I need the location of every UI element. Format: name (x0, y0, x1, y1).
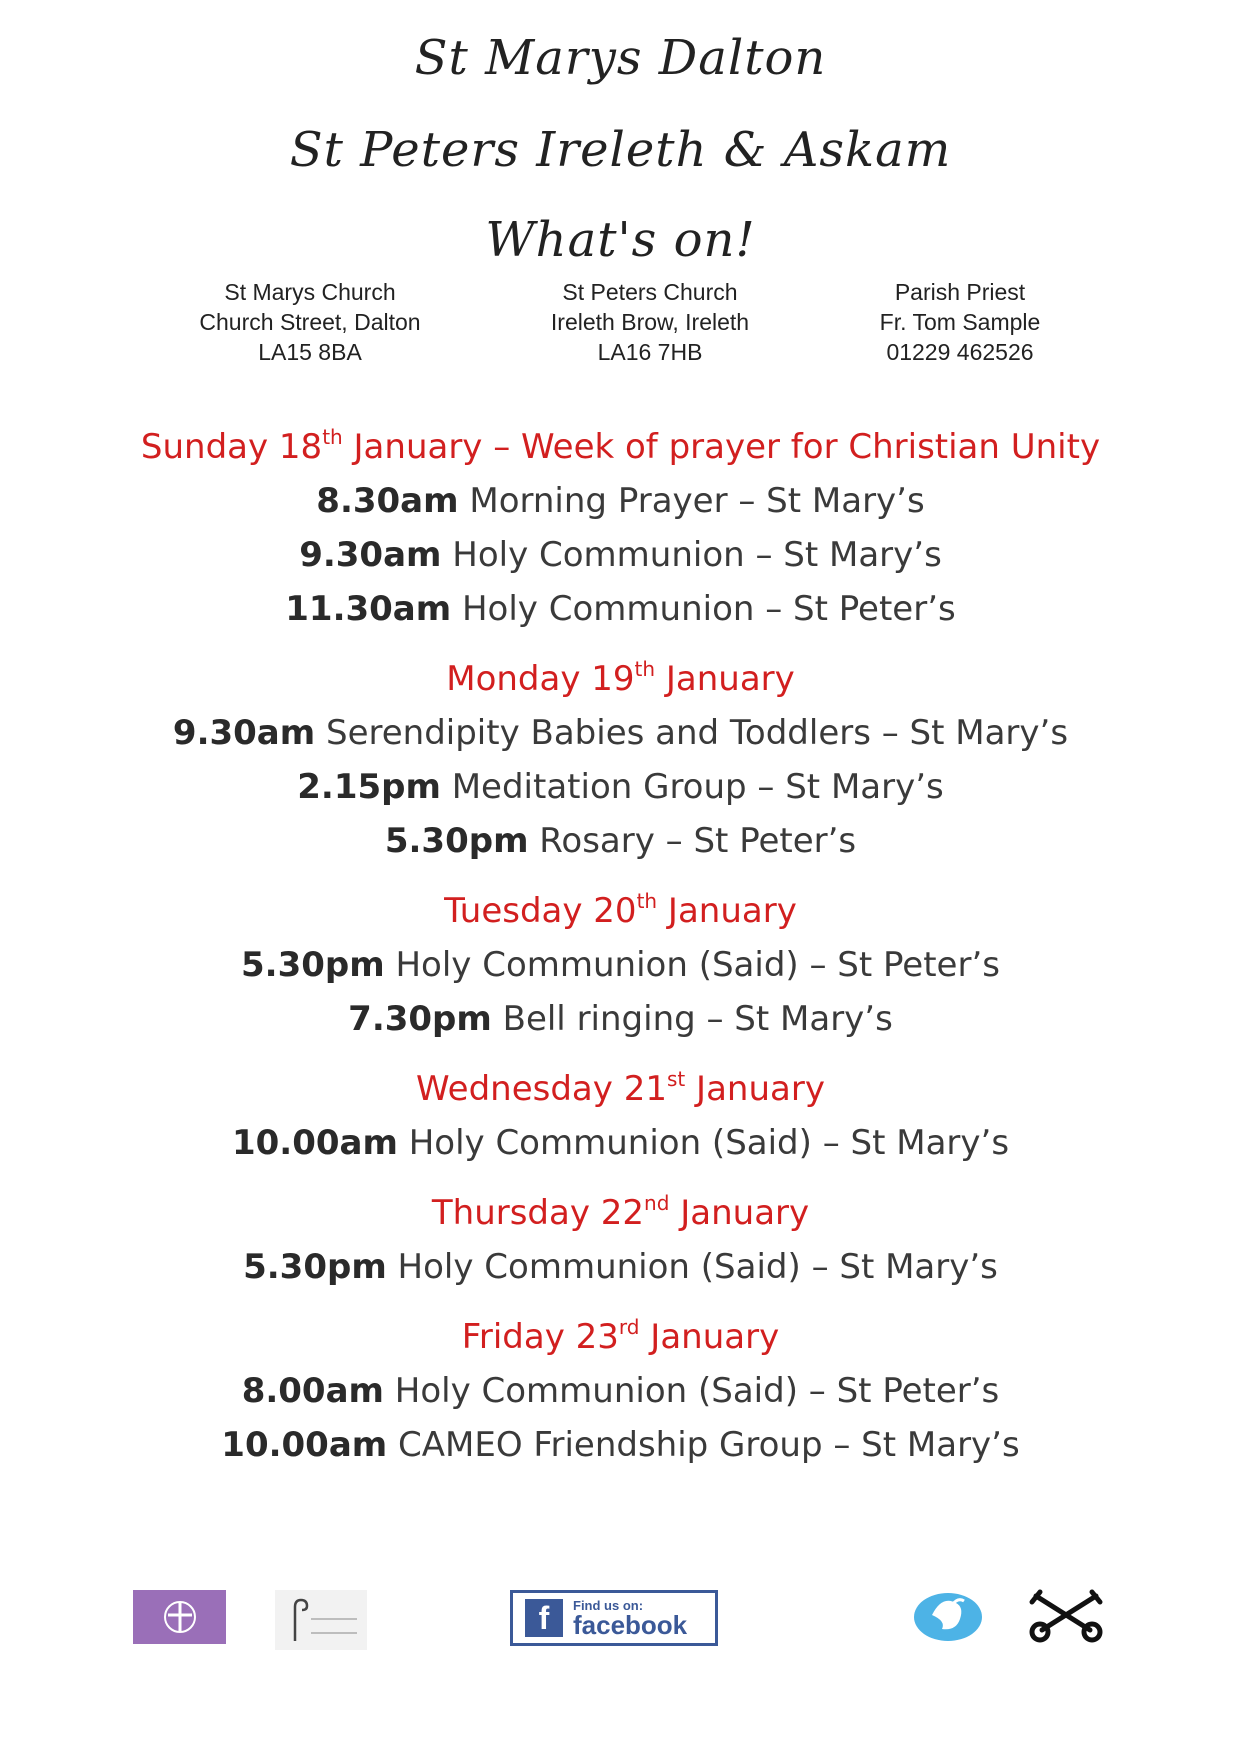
event-item: 5.30pm Holy Communion (Said) – St Peter’s (241, 945, 1000, 985)
event-item: 7.30pm Bell ringing – St Mary’s (348, 999, 893, 1039)
event-item: 5.30pm Holy Communion (Said) – St Mary’s (243, 1247, 998, 1287)
address-line: Fr. Tom Sample (879, 309, 1041, 335)
address-line: 01229 462526 (886, 339, 1034, 365)
title-whats-on: What's on! (485, 212, 756, 268)
event-item: 10.00am Holy Communion (Said) – St Mary’s (231, 1123, 1010, 1163)
day-heading-monday: Monday 19th January (446, 657, 795, 699)
event-item: 5.30pm Rosary – St Peter’s (384, 821, 857, 861)
day-heading-thursday: Thursday 22nd January (431, 1191, 810, 1233)
address-line: Ireleth Brow, Ireleth (550, 309, 750, 335)
event-item: 9.30am Holy Communion – St Mary’s (299, 535, 942, 575)
address-line: St Peters Church (562, 279, 738, 305)
event-item: 10.00am CAMEO Friendship Group – St Mary’s (221, 1425, 1020, 1465)
address-line: LA15 8BA (258, 339, 362, 365)
cross-circle-icon (160, 1597, 200, 1637)
dove-icon (912, 1585, 984, 1643)
address-line: Church Street, Dalton (199, 309, 421, 335)
day-heading-sunday: Sunday 18th January – Week of prayer for Christian Unity (140, 425, 1101, 467)
crossed-keys-icon (1020, 1588, 1112, 1644)
facebook-wordmark: facebook (573, 1609, 688, 1640)
address-line: Parish Priest (894, 279, 1026, 305)
facebook-icon: f (525, 1599, 563, 1637)
address-st-marys (160, 277, 460, 367)
crozier-icon (281, 1595, 361, 1645)
event-item: 8.30am Morning Prayer – St Mary’s (316, 481, 925, 521)
event-item: 8.00am Holy Communion (Said) – St Peter’s (241, 1371, 1000, 1411)
title-st-peters: St Peters Ireleth & Askam (289, 122, 952, 178)
event-item: 9.30am Serendipity Babies and Toddlers – St Mary’s (172, 713, 1069, 753)
crossed-keys-logo (1020, 1588, 1112, 1644)
event-item: 2.15pm Meditation Group – St Mary’s (297, 767, 944, 807)
day-heading-wednesday: Wednesday 21st January (416, 1067, 825, 1109)
address-st-peters (500, 277, 800, 367)
title-st-marys: St Marys Dalton (414, 30, 827, 86)
address-line: St Marys Church (224, 279, 396, 305)
schedule (0, 420, 1241, 1472)
day-heading-tuesday: Tuesday 20th January (444, 889, 797, 931)
event-item: 11.30am Holy Communion – St Peter’s (285, 589, 956, 629)
dove-logo (912, 1585, 984, 1643)
address-parish-priest (810, 277, 1110, 367)
facebook-link[interactable] (510, 1590, 718, 1646)
address-line: LA16 7HB (597, 339, 703, 365)
facebook-find-us-label: Find us on: (573, 1597, 644, 1613)
carlisle-diocese-logo (275, 1590, 367, 1650)
church-of-england-logo (133, 1590, 226, 1644)
day-heading-friday: Friday 23rd January (461, 1315, 780, 1357)
